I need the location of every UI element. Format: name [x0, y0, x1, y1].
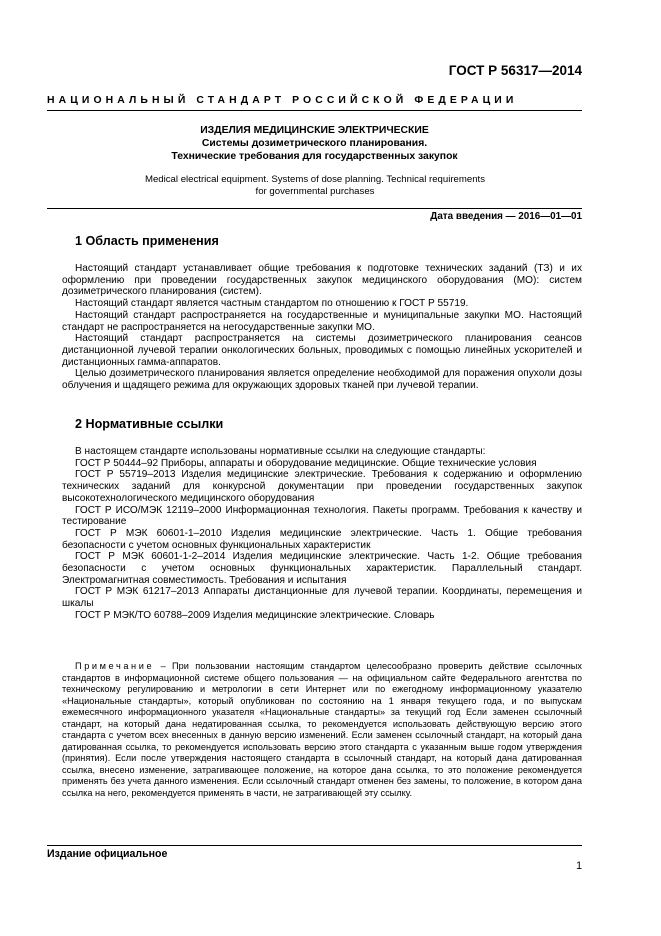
title-en-line-1: Medical electrical equipment. Systems of dose planning. Technical requirements — [144, 174, 486, 185]
reference-item: ГОСТ Р ИСО/МЭК 12119–2000 Информационная технология. Пакеты программ. Требования к качеству и тестирование — [62, 504, 582, 528]
reference-item: ГОСТ Р МЭК/ТО 60788–2009 Изделия медицинские электрические. Словарь — [75, 609, 435, 621]
title-ru-subtitle: Системы дозиметрического планирования. — [201, 138, 428, 149]
header-divider — [47, 110, 582, 111]
document-code: ГОСТ Р 56317—2014 — [448, 63, 582, 78]
paragraph: Целью дозиметрического планирования является определение необходимой для поражения опухоли дозы облучения и щадящего режима для окружающих здоровых тканей при лучевой терапии. — [62, 368, 582, 392]
edition-label: Издание официальное — [47, 848, 168, 860]
section-2-body — [62, 446, 582, 622]
reference-item: ГОСТ Р 50444–92 Приборы, аппараты и оборудование медицинские. Общие технические условия — [75, 457, 537, 469]
title-en-line-2: for governmental purchases — [255, 185, 375, 197]
title-divider — [47, 208, 582, 209]
reference-item: ГОСТ Р МЭК 60601-1–2010 Изделия медицинские электрические. Часть 1. Общие требования безопасности с учетом основных функциональных характеристик — [62, 527, 582, 551]
introduction-date: Дата введения — 2016—01—01 — [430, 211, 582, 222]
reference-item: ГОСТ Р МЭК 60601-1-2–2014 Изделия медицинские электрические. Часть 1-2. Общие требования безопасности с учетом основных функциональных характеристик. Параллельный стандарт. Электромагнитная совместимость. Требования и испытания — [62, 551, 582, 586]
paragraph: Настоящий стандарт распространяется на государственные и муниципальные закупки МО. Настоящий стандарт не распространяется на негосударственные закупки МО. — [62, 309, 582, 333]
page-number: 1 — [576, 860, 582, 872]
title-en — [120, 174, 510, 197]
title-ru-main: ИЗДЕЛИЯ МЕДИЦИНСКИЕ ЭЛЕКТРИЧЕСКИЕ — [200, 125, 429, 136]
section-2-heading: 2 Нормативные ссылки — [75, 417, 224, 431]
reference-item: В настоящем стандарте использованы нормативные ссылки на следующие стандарты: — [75, 446, 486, 457]
section-1-body — [62, 263, 582, 392]
paragraph: Настоящий стандарт распространяется на системы дозиметрического планирования сеансов дистанционной лучевой терапии онкологических больных, проводимых с помощью линейных ускорителей и дистанционных гамма-аппаратов. — [62, 333, 582, 368]
paragraph: Настоящий стандарт устанавливает общие требования к подготовке технических заданий (ТЗ) и их оформлению при проведении государственных закупок медицинского оборудования (МО): систем дозиметрического планирования (систем). — [62, 263, 582, 298]
footer-divider — [47, 845, 582, 846]
title-ru-subtitle-2: Технические требования для государственных закупок — [171, 151, 458, 162]
reference-item: ГОСТ Р 55719–2013 Изделия медицинские электрические. Требования к содержанию и оформлению технических заданий для конкурсной документации при проведении государственных закупок высокотехнологического медицинского оборудования — [62, 469, 582, 504]
section-1-heading: 1 Область применения — [75, 234, 219, 248]
reference-item: ГОСТ Р МЭК 61217–2013 Аппараты дистанционные для лучевой терапии. Координаты, перемещения и шкалы — [62, 586, 582, 610]
title-block — [47, 124, 582, 163]
paragraph: Настоящий стандарт является частным стандартом по отношению к ГОСТ Р 55719. — [75, 298, 469, 310]
note-block — [62, 661, 582, 799]
note-text: – При пользовании настоящим стандартом целесообразно проверить действие ссылочных стандартов в информационной системе общего пользования — на официальном сайте Федерального агентства по техническому регулированию и метрологии в сети Интернет или по ежегодному информационному указателю «Национальные стандарты», который опубликован по состоянию на 1 января текущего года, и по выпускам ежемесячного информационного указателя «Национальные стандарты» за текущий год Если заменен ссылочный стандарт, на который дана недатированная ссылка, то рекомендуется использовать действующую версию этого стандарта с учетом всех внесенных в данную версию изменений. Если заменен ссылочный стандарт, на который дана датированная ссылка, то рекомендуется использовать версию этого стандарта с указанным выше годом утверждения (принятия). Если после утверждения настоящего стандарта в ссылочный стандарт, на который дана датированная ссылка, внесено изменение, затрагивающее положение, на которое дана ссылка, то это положение рекомендуется применять без учета данного изменения. Если ссылочный стандарт отменен без замены, то положение, в котором дана ссылка на него, рекомендуется применять в части, не затрагивающей эту ссылку. — [62, 661, 582, 798]
note-label: Примечание — [75, 661, 155, 671]
national-standard-banner: НАЦИОНАЛЬНЫЙ СТАНДАРТ РОССИЙСКОЙ ФЕДЕРАЦИИ — [47, 95, 518, 106]
